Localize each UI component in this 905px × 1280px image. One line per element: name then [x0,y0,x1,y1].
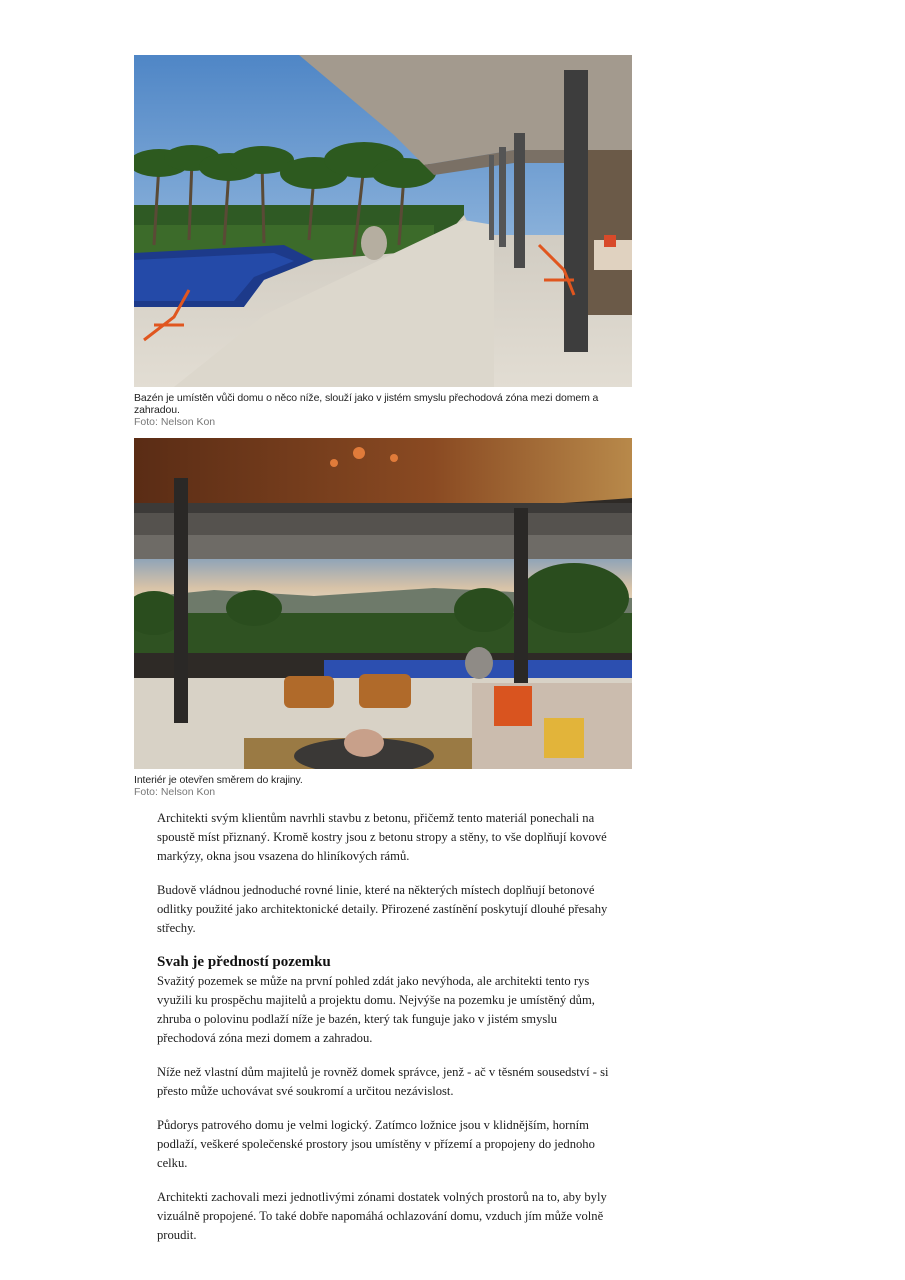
article-paragraph: Architekti svým klientům navrhli stavbu z betonu, přičemž tento materiál ponechali na spoustě míst přiznaný. Kromě kostry jsou z betonu stropy a stěny, to vše doplňují kovové markýzy, okna jsou vsazena do hliníkových rámů. [157,811,607,863]
article-paragraph: Níže než vlastní dům majitelů je rovněž domek správce, jenž - ač v těsném sousedství - si přesto může uchovávat své soukromí a určitou nezávislost. [157,1065,609,1098]
article-paragraph: Budově vládnou jednoduché rovné linie, které na některých místech doplňují betonové odlitky použité jako architektonické detaily. Přirozené zastínění poskytují dlouhé přesahy střechy. [157,883,608,935]
photo-credit: Foto: Nelson Kon [134,416,216,428]
figure-pool [134,55,632,428]
figure-caption: Bazén je umístěn vůči domu o něco níže, slouží jako v jistém smyslu přechodová zóna mezi domem a zahradou. [134,392,599,416]
article-paragraph: Architekti zachovali mezi jednotlivými zónami dostatek volných prostorů na to, aby byly vizuálně propojené. To také dobře napomáhá ochlazování domu, vzduch jím může volně proudit. [157,1190,607,1242]
article-body [157,809,612,1260]
interior-landscape-photo[interactable] [134,438,632,769]
figure-caption: Interiér je otevřen směrem do krajiny. [134,774,303,786]
section-heading: Svah je předností pozemku [157,954,331,970]
pool-terrace-photo[interactable] [134,55,632,387]
photo-credit: Foto: Nelson Kon [134,786,216,798]
article-paragraph: Svažitý pozemek se může na první pohled zdát jako nevýhoda, ale architekti tento rys využili ku prospěchu majitelů a projektu domu. Nejvýše na pozemku je umístěný dům, zhruba o polovinu podlaží níže je bazén, který tak funguje jako v jistém smyslu přechodová zóna mezi domem a zahradou. [157,974,595,1045]
figure-interior [134,438,632,798]
article-paragraph: Půdorys patrového domu je velmi logický. Zatímco ložnice jsou v klidnějším, horním podlaží, veškeré společenské prostory jsou umístěny v přízemí a propojeny do jednoho celku. [157,1118,595,1170]
